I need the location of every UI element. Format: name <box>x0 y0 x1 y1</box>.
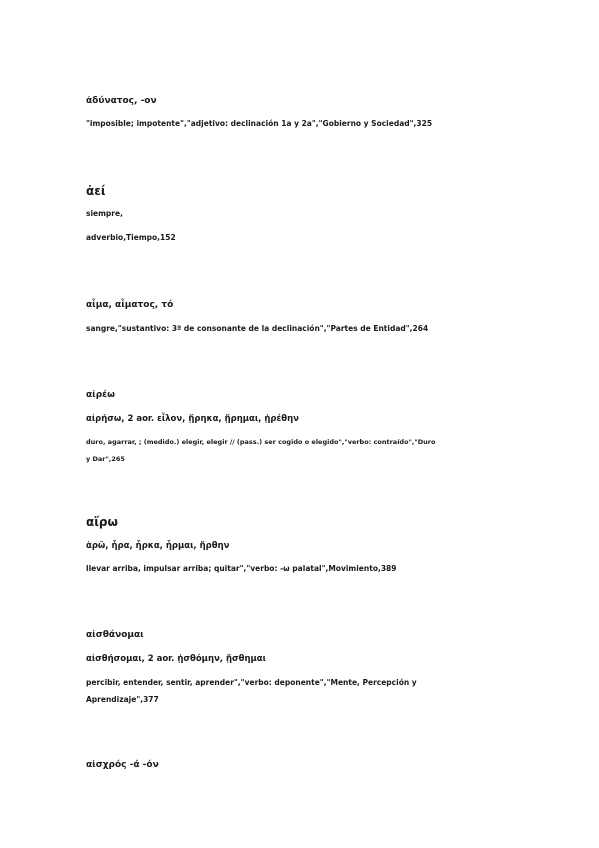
entry-headword: αἰσχρός -ά -όν <box>86 760 159 770</box>
entry-headword: αἱρέω <box>86 390 115 400</box>
entry-headword: ἀεί <box>86 184 106 198</box>
entry-definition: "imposible; impotente","adjetivo: declinación 1a y 2a","Gobierno y Sociedad",325 <box>86 119 433 128</box>
entry-headword: ἀδύνατος, -ον <box>86 96 157 106</box>
entry-headword: αἷμα, αἷματος, τό <box>86 300 174 310</box>
entry-headword: αἰσθάνομαι <box>86 630 144 640</box>
entry-headword: αἴρω <box>86 515 118 529</box>
entry-definition: siempre, <box>86 209 123 218</box>
entry-principal-parts: αἰσθήσομαι, 2 aor. ᾐσθόμην, ᾔσθημαι <box>86 654 266 664</box>
entry-principal-parts: αἱρήσω, 2 aor. εἷλον, ᾕρηκα, ᾕρημαι, ᾑρέθην <box>86 414 299 424</box>
entry-category: adverbio,Tiempo,152 <box>86 233 176 242</box>
entry-definition: duro, agarrar, ; (medido.) elegir, elegir // (pass.) ser cogido o elegido","verbo: contraído","Duro y Dar",265 <box>86 438 436 463</box>
entry-definition: percibir, entender, sentir, aprender","verbo: deponente","Mente, Percepción y Aprendizaje",377 <box>86 678 417 704</box>
entry-definition: sangre,"sustantivo: 3ª de consonante de la declinación","Partes de Entidad",264 <box>86 324 429 333</box>
entry-definition: llevar arriba, impulsar arriba; quitar","verbo: -ω palatal",Movimiento,389 <box>86 564 397 573</box>
entry-principal-parts: ἀρῶ, ἦρα, ἦρκα, ἦρμαι, ἤρθην <box>86 541 230 551</box>
